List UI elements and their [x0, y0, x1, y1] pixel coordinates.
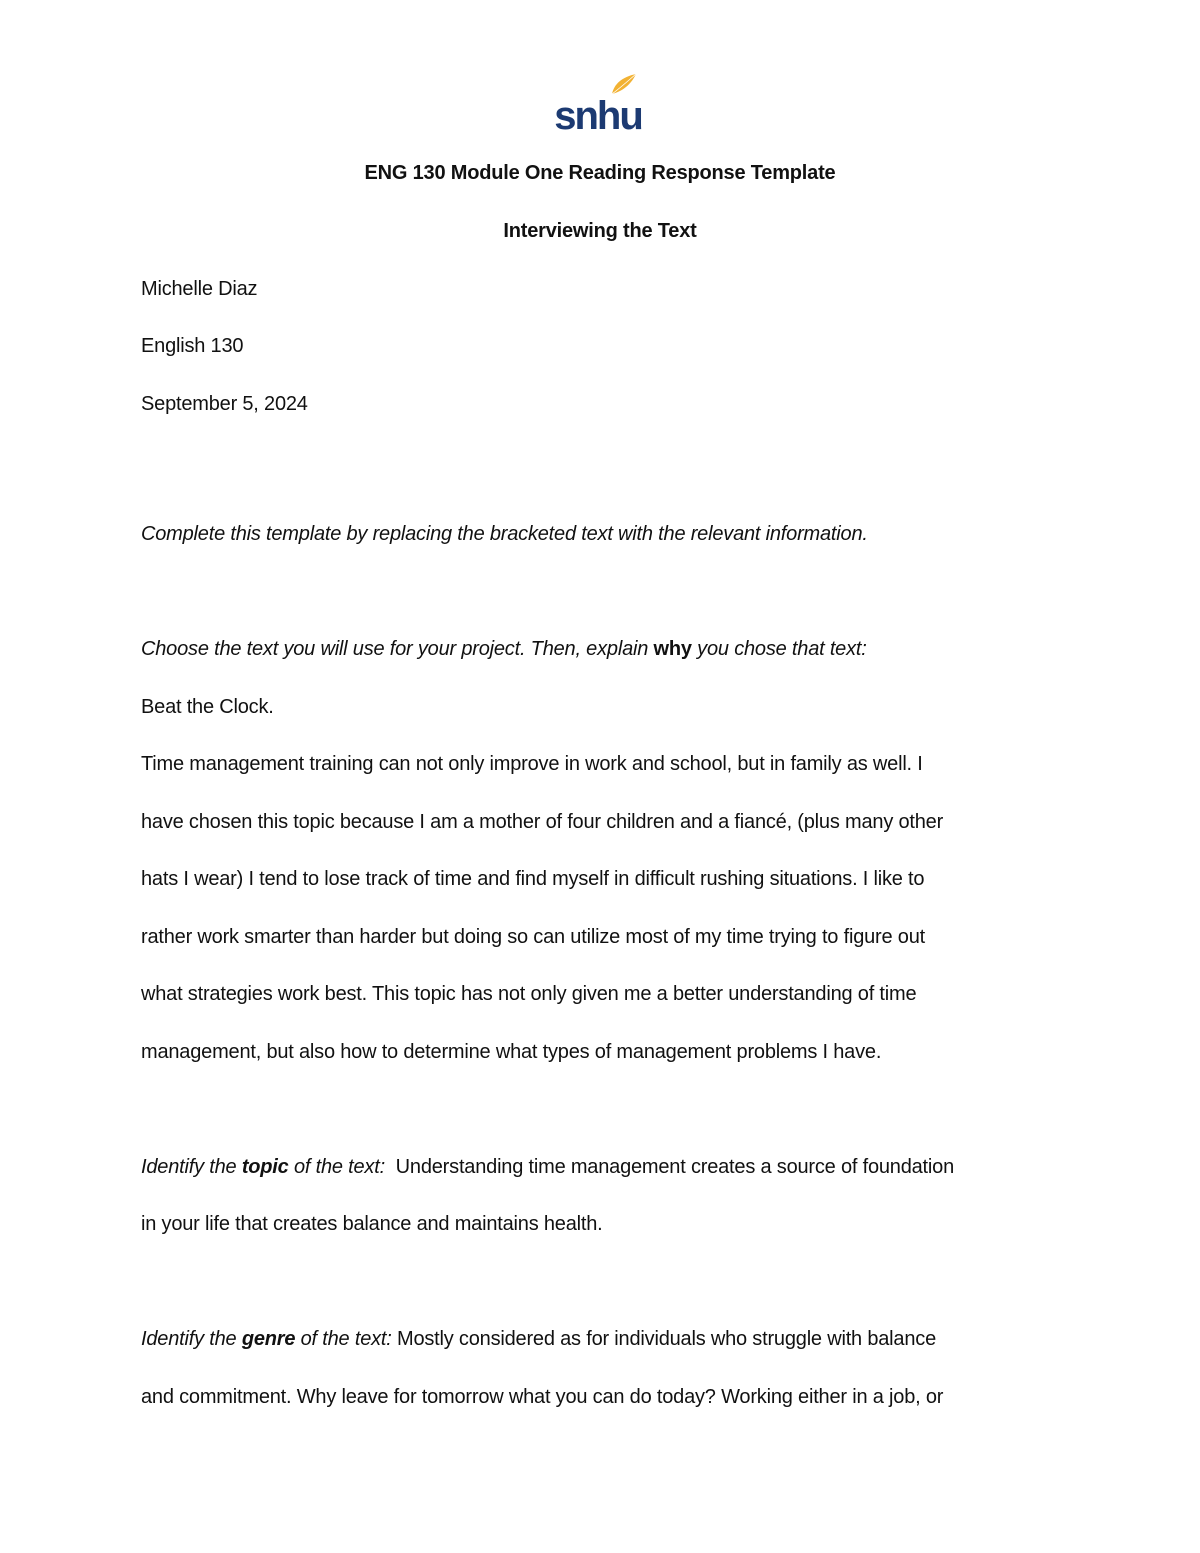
- choose-paragraph-line: rather work smarter than harder but doing so can utilize most of my time trying to figure out: [141, 926, 925, 948]
- genre-prompt-bold: genre: [241, 1328, 296, 1350]
- choose-prompt-bold: why: [653, 638, 692, 660]
- choose-prompt: [141, 637, 867, 661]
- genre-prompt-after: of the text:: [295, 1328, 392, 1350]
- chosen-text-title: Beat the Clock.: [141, 696, 274, 718]
- topic-answer: Understanding time management creates a source of foundation: [384, 1156, 955, 1178]
- topic-answer-continued: in your life that creates balance and maintains health.: [141, 1213, 603, 1235]
- snhu-logo-text: snhu: [554, 94, 642, 134]
- leaf-icon: [612, 74, 636, 94]
- topic-prompt-after: of the text:: [288, 1156, 385, 1178]
- snhu-logo-mark: [552, 72, 644, 134]
- snhu-logo: [552, 72, 644, 134]
- genre-prompt-before: Identify the: [141, 1328, 242, 1350]
- genre-answer-continued: and commitment. Why leave for tomorrow what you can do today? Working either in a job, or: [141, 1386, 944, 1408]
- choose-prompt-before: Choose the text you will use for your project. Then, explain: [141, 638, 654, 660]
- choose-paragraph-line: have chosen this topic because I am a mother of four children and a fiancé, (plus many other: [141, 811, 944, 833]
- submission-date: September 5, 2024: [141, 393, 308, 415]
- course-name: English 130: [141, 335, 244, 357]
- choose-paragraph-line: Time management training can not only improve in work and school, but in family as well. I: [141, 753, 923, 775]
- choose-paragraph-line: management, but also how to determine what types of management problems I have.: [141, 1041, 882, 1063]
- choose-prompt-after: you chose that text:: [691, 638, 867, 660]
- choose-paragraph-line: hats I wear) I tend to lose track of time and find myself in difficult rushing situations. I like to: [141, 868, 925, 890]
- choose-paragraph-line: what strategies work best. This topic has not only given me a better understanding of time: [141, 983, 917, 1005]
- topic-prompt-before: Identify the: [141, 1156, 242, 1178]
- instructions-text: Complete this template by replacing the bracketed text with the relevant information.: [141, 523, 868, 545]
- genre-answer: Mostly considered as for individuals who struggle with balance: [391, 1328, 936, 1350]
- genre-line: [141, 1327, 936, 1351]
- page-title: ENG 130 Module One Reading Response Template: [364, 162, 836, 184]
- topic-line: [141, 1155, 954, 1179]
- student-name: Michelle Diaz: [141, 278, 258, 300]
- topic-prompt-bold: topic: [241, 1156, 289, 1178]
- page-subtitle: Interviewing the Text: [503, 220, 697, 242]
